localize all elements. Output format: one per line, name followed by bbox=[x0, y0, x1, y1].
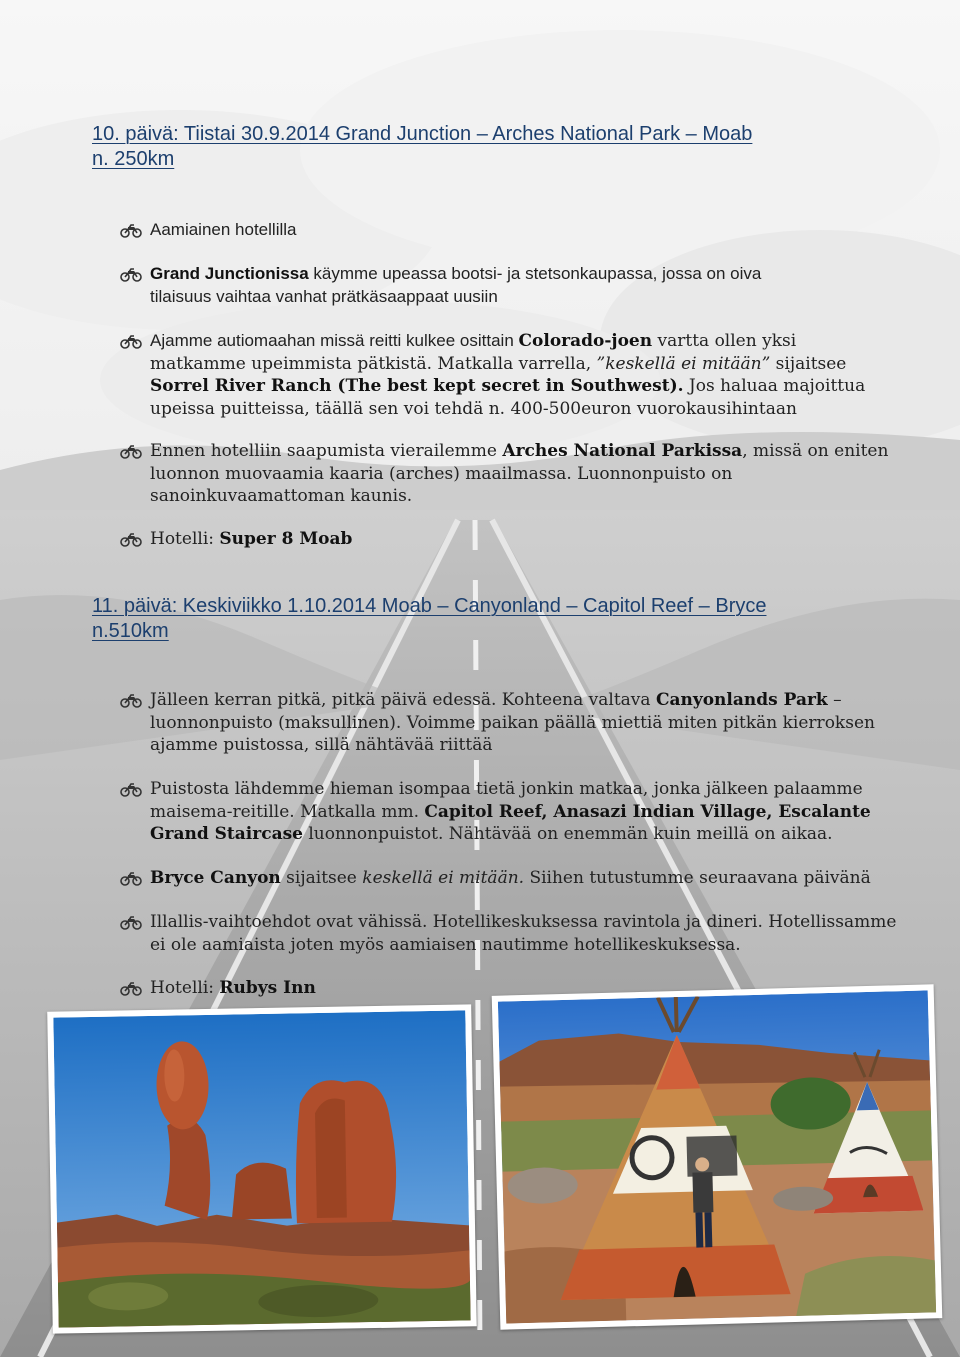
motorcycle-icon bbox=[120, 531, 142, 547]
text-span: Ajamme autiomaahan missä reitti kulkee osittain bbox=[150, 331, 519, 350]
motorcycle-icon bbox=[120, 266, 142, 282]
hotel-rubys-inn: Rubys Inn bbox=[219, 978, 316, 998]
bullet-text bbox=[150, 330, 902, 420]
motorcycle-icon bbox=[120, 980, 142, 996]
hotel-super-8-moab: Super 8 Moab bbox=[219, 529, 353, 549]
text-span: Jos haluaa majoittua bbox=[683, 376, 866, 396]
day-11-title: 11. päivä: Keskiviikko 1.10.2014 Moab – Canyonland – Capitol Reef – Bryce bbox=[92, 595, 767, 617]
text-span: Ennen hotelliin saapumista vierailemme bbox=[150, 441, 503, 461]
bullet-text bbox=[150, 440, 902, 508]
text-italic: ”keskellä ei mitään” bbox=[596, 353, 771, 374]
text-line: luonnonpuisto (maksullinen). Voimme paikan päällä miettiä miten pitkän kierroksen bbox=[150, 712, 875, 733]
text-line: ajamme puistossa, sillä nähtävää riittää bbox=[150, 735, 493, 755]
text-line: ei ole aamiaista joten myös aamiaisen nautimme hotellikeskuksessa. bbox=[150, 934, 741, 955]
text-line: Illallis-vaihtoehdot ovat vähissä. Hotellikeskuksessa ravintola ja dineri. Hotellissamme bbox=[150, 912, 897, 932]
motorcycle-icon bbox=[120, 692, 142, 708]
place-colorado-river: Colorado-joen bbox=[518, 331, 653, 351]
day-10-distance: n. 250km bbox=[92, 148, 175, 170]
photo-teepees bbox=[492, 984, 943, 1329]
places-capitol-reef: Capitol Reef, Anasazi Indian Village, Escalante bbox=[424, 801, 871, 822]
motorcycle-icon bbox=[120, 443, 142, 459]
bullet-text bbox=[150, 778, 902, 846]
text-span: vartta ollen yksi bbox=[652, 331, 797, 351]
bullet-text bbox=[150, 263, 902, 308]
day-11-distance: n.510km bbox=[92, 620, 169, 642]
text-line: tilaisuus vaihtaa vanhat prätkäsaappaat uusiin bbox=[150, 286, 498, 306]
day-10-heading bbox=[92, 122, 902, 172]
motorcycle-icon bbox=[120, 222, 142, 238]
text-span: , missä on eniten bbox=[742, 441, 889, 461]
text-span: Jälleen kerran pitkä, pitkä päivä edessä. Kohteena valtava bbox=[150, 690, 656, 710]
text-span: Siihen tutustumme seuraavana päivänä bbox=[524, 868, 871, 888]
place-canyonlands-park: Canyonlands Park bbox=[655, 690, 828, 710]
text-italic: keskellä ei mitään. bbox=[362, 868, 525, 888]
text-line: luonnon muovaamia kaaria (arches) maailmassa. Luonnonpuisto on bbox=[150, 463, 733, 484]
teepees-image bbox=[498, 990, 936, 1323]
balanced-rock-image bbox=[53, 1010, 470, 1327]
bullet-text bbox=[150, 867, 902, 890]
text-span: Hotelli: bbox=[150, 529, 220, 549]
bullet-text: Aamiainen hotellilla bbox=[150, 220, 297, 239]
text-span: sijaitsee bbox=[280, 868, 363, 888]
bullet-text bbox=[150, 689, 902, 757]
motorcycle-icon bbox=[120, 870, 142, 886]
motorcycle-icon bbox=[120, 781, 142, 797]
bullet-text bbox=[150, 528, 902, 551]
motorcycle-icon bbox=[120, 333, 142, 349]
photo-balanced-rock bbox=[47, 1004, 477, 1333]
day-11-heading bbox=[92, 594, 902, 644]
place-sorrel-river-ranch: Sorrel River Ranch (The best kept secret in Southwest). bbox=[150, 376, 684, 396]
text-line: sanoinkuvaamattoman kaunis. bbox=[150, 486, 413, 506]
place-arches-national-park: Arches National Parkissa bbox=[502, 441, 743, 461]
day-10-title: 10. päivä: Tiistai 30.9.2014 Grand Junction – Arches National Park – Moab bbox=[92, 123, 753, 145]
text-line: upeissa puitteissa, täällä sen voi tehdä n. 400-500euron vuorokausihintaan bbox=[150, 398, 797, 419]
text-span: käymme upeassa bootsi- ja stetsonkaupassa, jossa on oiva bbox=[308, 264, 762, 283]
place-grand-junction: Grand Junctionissa bbox=[150, 264, 309, 283]
text-span: – bbox=[827, 690, 842, 710]
text-span: maisema-reitille. Matkalla mm. bbox=[150, 801, 425, 822]
text-span: sijaitsee bbox=[770, 353, 847, 374]
text-span: Hotelli: bbox=[150, 978, 220, 998]
place-bryce-canyon: Bryce Canyon bbox=[150, 868, 281, 888]
bullet-text bbox=[150, 911, 902, 956]
motorcycle-icon bbox=[120, 914, 142, 930]
text-line: Puistosta lähdemme hieman isompaa tietä jonkin matkaa, jonka jälkeen palaamme bbox=[150, 779, 863, 799]
text-span: matkamme upeimmista pätkistä. Matkalla varrella, bbox=[150, 353, 597, 374]
text-span: luonnonpuistot. Nähtävää on enemmän kuin meillä on aikaa. bbox=[302, 824, 833, 844]
place-grand-staircase: Grand Staircase bbox=[150, 824, 303, 844]
